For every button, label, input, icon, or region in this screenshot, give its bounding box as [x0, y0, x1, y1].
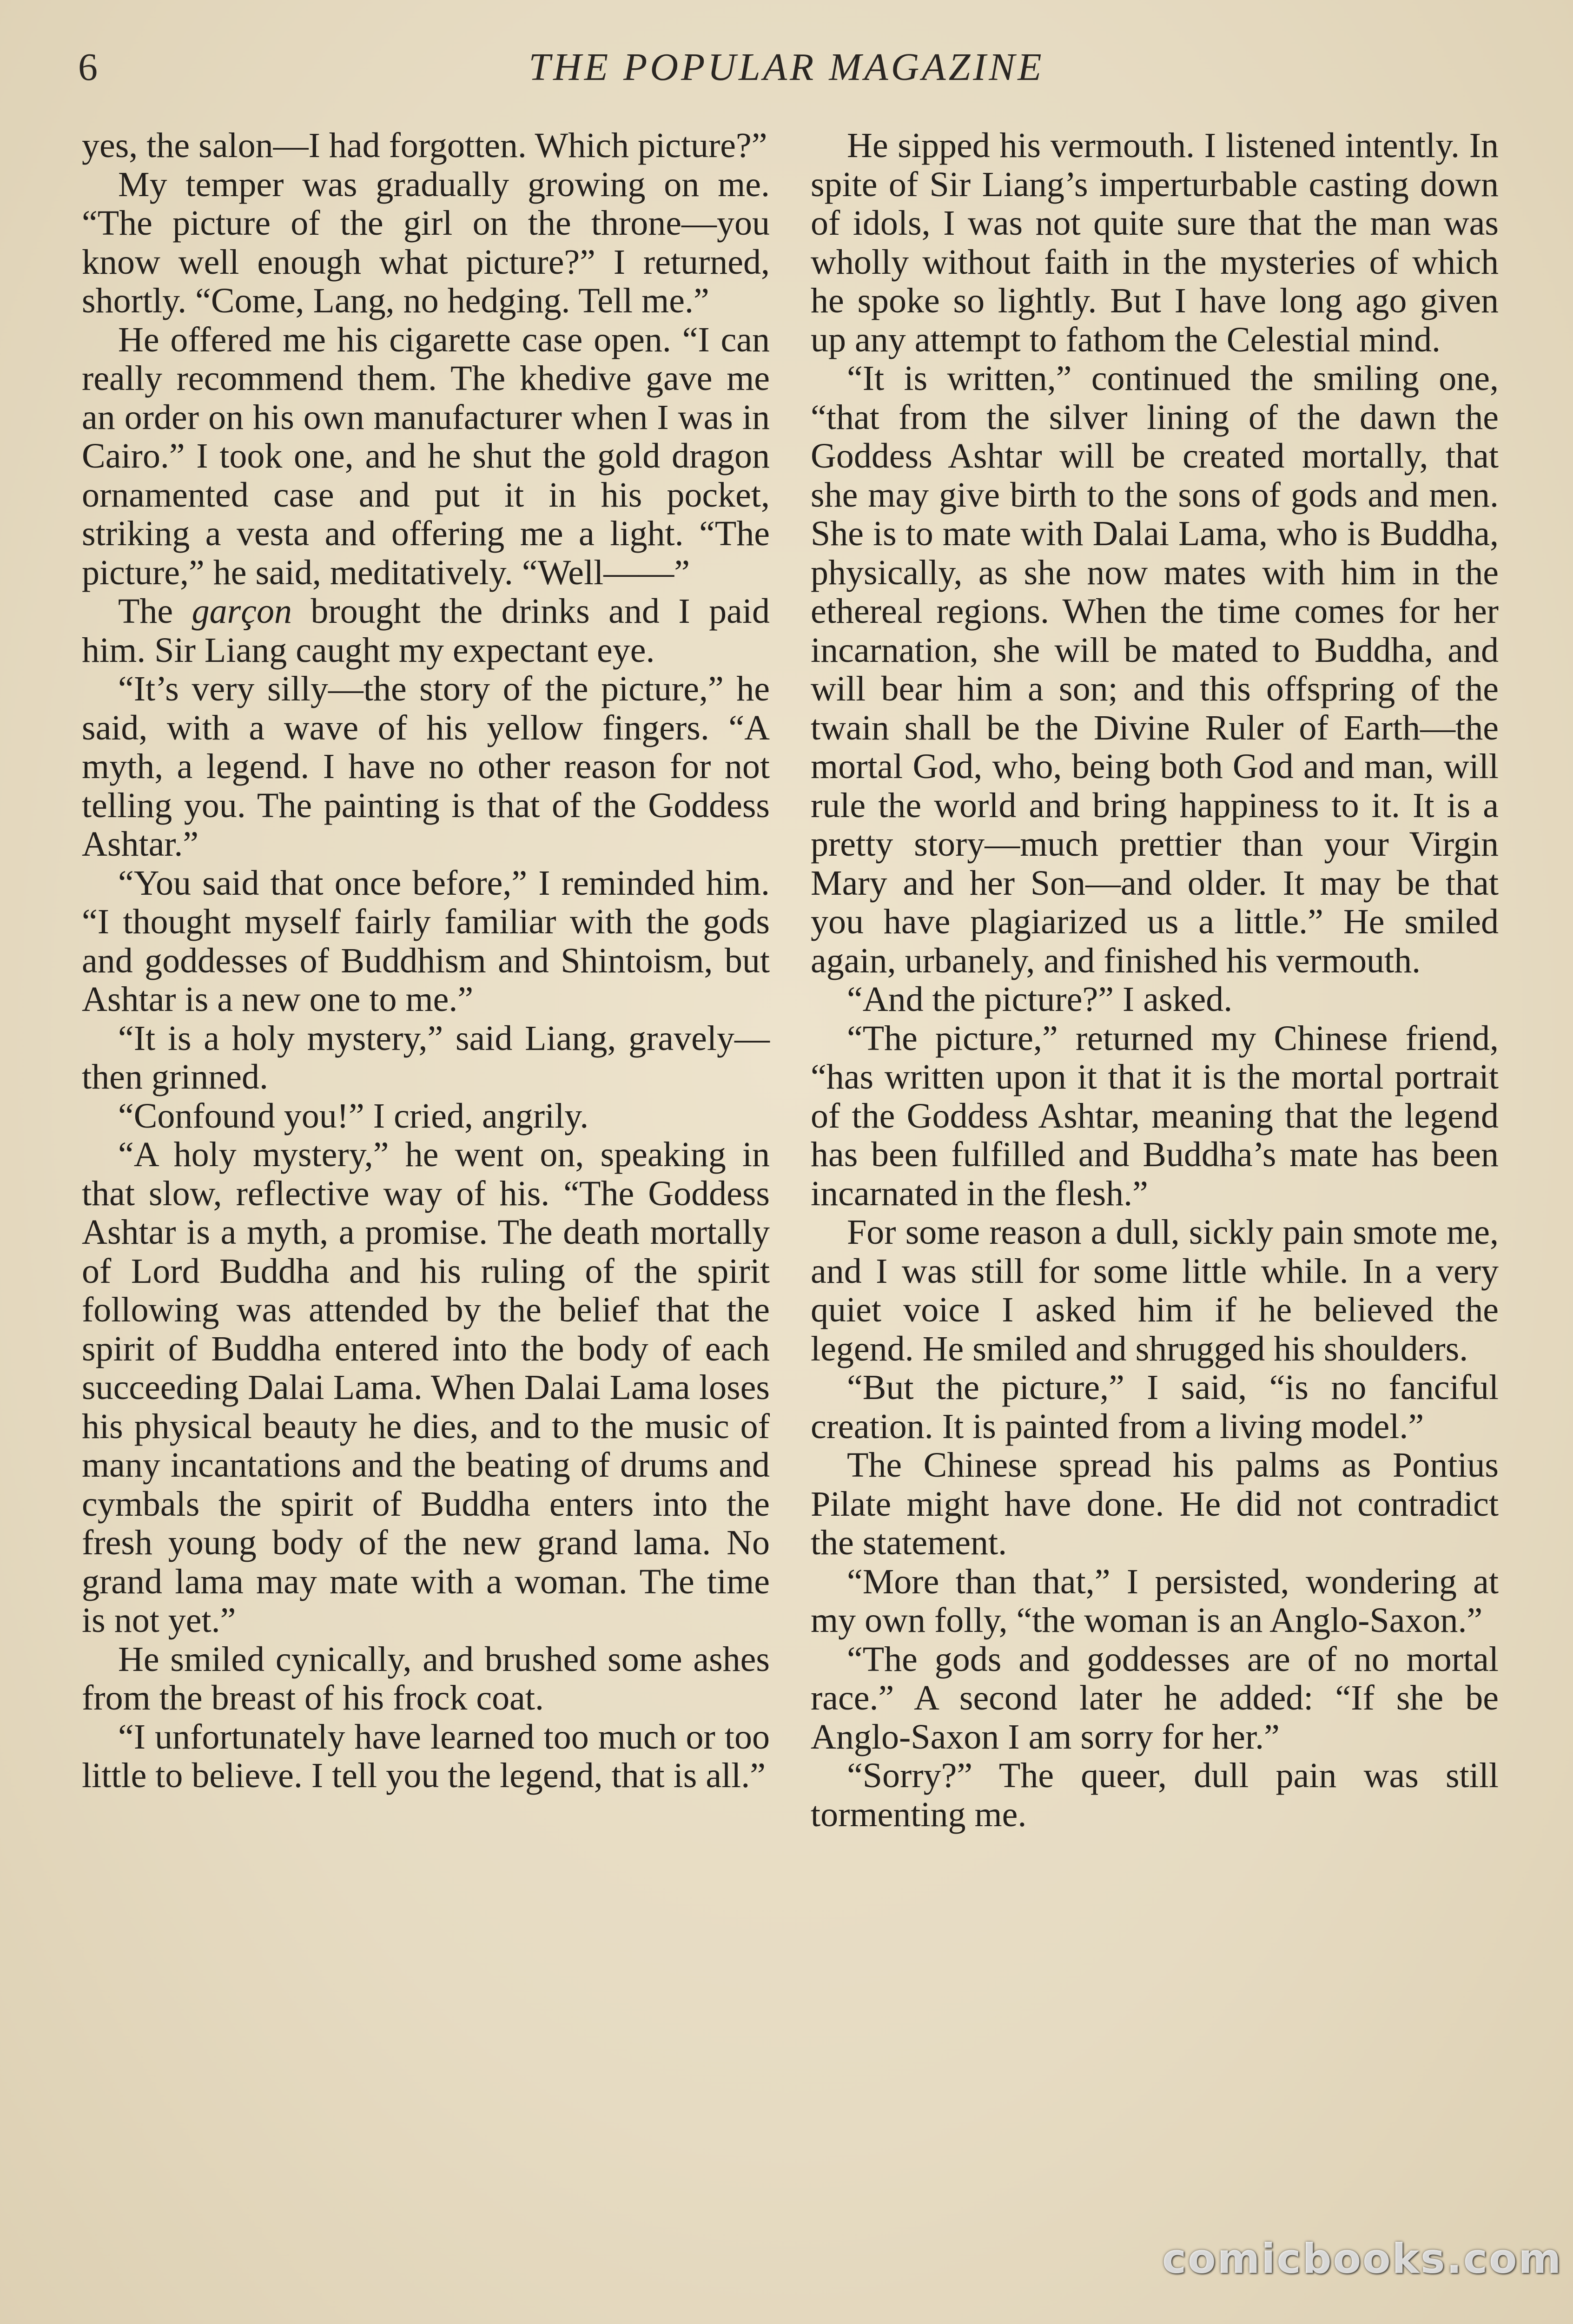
magazine-title: THE POPULAR MAGAZINE — [529, 46, 1044, 89]
paragraph: He smiled cynically, and brushed some ashes from the breast of his frock coat. — [82, 1639, 770, 1717]
left-column — [82, 126, 770, 1796]
paragraph — [82, 592, 770, 670]
paragraph: “The picture,” returned my Chinese friend, “has written upon it that it is the mortal portrait of the Goddess Ashtar, meaning that the legend has been fulfilled and Buddha’s mate has been incarnated in the flesh.” — [811, 1018, 1499, 1213]
watermark: comicbooks.com — [1162, 2235, 1563, 2283]
paragraph: “The gods and goddesses are of no mortal race.” A second later he added: “If she be Anglo-Saxon I am sorry for her.” — [811, 1639, 1499, 1756]
paragraph: “A holy mystery,” he went on, speaking in that slow, reflective way of his. “The Goddess Ashtar is a myth, a promise. The death mortally of Lord Buddha and his ruling of the spirit following was attended by the belief that the spirit of Buddha entered into the body of each succeeding Dalai Lama. When Dalai Lama loses his physical beauty he dies, and to the music of many incantations and the beating of drums and cymbals the spirit of Buddha enters into the fresh young body of the new grand lama. No grand lama may mate with a woman. The time is not yet.” — [82, 1135, 770, 1640]
page-number: 6 — [78, 46, 98, 89]
paragraph: “Sorry?” The queer, dull pain was still tormenting me. — [811, 1756, 1499, 1834]
italic-word: garçon — [192, 592, 292, 631]
paragraph: He offered me his cigarette case open. “I can really recommend them. The khedive gave me an order on his own manufacturer when I was in Cairo.” I took one, and he shut the gold dragon ornamented case and put it in his pocket, striking a vesta and offering me a light. “The picture,” he said, meditatively. “Well——” — [82, 320, 770, 592]
paragraph: “And the picture?” I asked. — [847, 980, 1233, 1019]
paragraph: yes, the salon—I had forgotten. Which picture?” — [82, 126, 767, 165]
paragraph: For some reason a dull, sickly pain smote me, and I was still for some little while. In a very quiet voice I asked him if he believed the legend. He smiled and shrugged his shoulders. — [811, 1213, 1499, 1368]
paragraph: He sipped his vermouth. I listened intently. In spite of Sir Liang’s imperturbable casting down of idols, I was not quite sure that the man was wholly without faith in the mysteries of which he spoke so lightly. But I have long ago given up any attempt to fathom the Celestial mind. — [811, 126, 1499, 359]
right-column — [811, 126, 1499, 1834]
paragraph-text: brought the drinks and I paid him. Sir Liang caught my expectant eye. — [82, 592, 770, 670]
paragraph: “I unfortunately have learned too much or too little to believe. I tell you the legend, that is all.” — [82, 1717, 770, 1795]
paragraph: The Chinese spread his palms as Pontius Pilate might have done. He did not contradict the statement. — [811, 1446, 1499, 1562]
page-header — [0, 45, 1573, 100]
paragraph-text: The — [118, 592, 192, 631]
paragraph: “It is written,” continued the smiling one, “that from the silver lining of the dawn the Goddess Ashtar will be created mortally, that she may give birth to the sons of gods and men. She is to mate with Dalai Lama, who is Buddha, physically, as she now mates with him in the ethereal regions. When the time comes for her incarnation, she will be mated to Buddha, and will bear him a son; and this offspring of the twain shall be the Divine Ruler of Earth—the mortal God, who, being both God and man, will rule the world and bring happiness to it. It is a pretty story—much prettier than your Virgin Mary and her Son—and older. It may be that you have plagiarized us a little.” He smiled again, urbanely, and finished his vermouth. — [811, 359, 1499, 980]
paragraph: “It’s very silly—the story of the picture,” he said, with a wave of his yellow fingers. “A myth, a legend. I have no other reason for not telling you. The painting is that of the Goddess Ashtar.” — [82, 669, 770, 864]
paragraph: “You said that once before,” I reminded him. “I thought myself fairly familiar with the gods and goddesses of Buddhism and Shintoism, but Ashtar is a new one to me.” — [82, 863, 770, 1019]
paragraph: My temper was gradually growing on me. “The picture of the girl on the throne—you know well enough what picture?” I returned, shortly. “Come, Lang, no hedging. Tell me.” — [82, 165, 770, 320]
paragraph: “It is a holy mystery,” said Liang, gravely—then grinned. — [82, 1018, 770, 1096]
paragraph: “More than that,” I persisted, wondering at my own folly, “the woman is an Anglo-Saxon.” — [811, 1562, 1499, 1640]
paragraph: “But the picture,” I said, “is no fanciful creation. It is painted from a living model.” — [811, 1368, 1499, 1446]
paragraph: “Confound you!” I cried, angrily. — [118, 1096, 589, 1136]
